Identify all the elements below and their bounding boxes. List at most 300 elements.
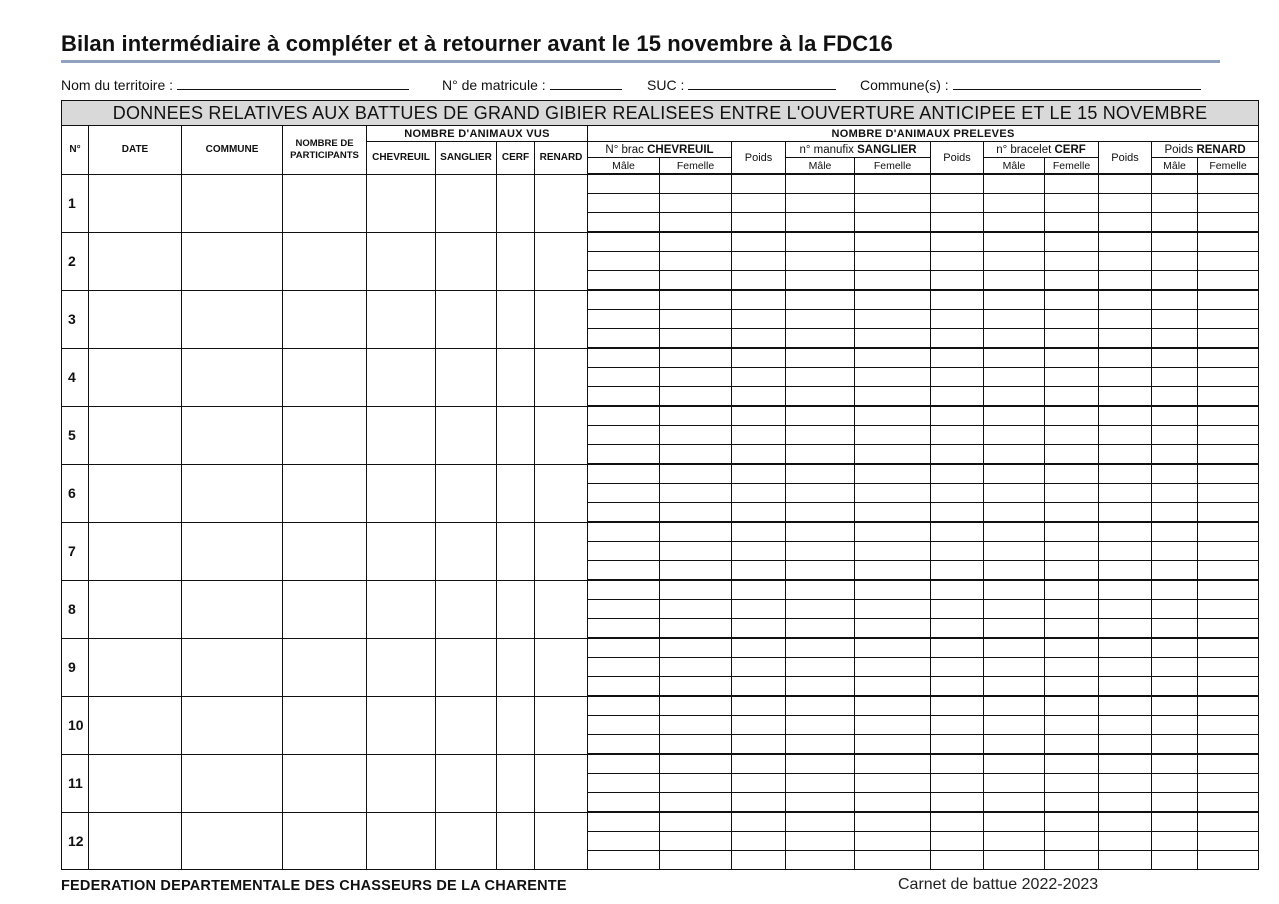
cell-renard-femelle[interactable] [1198,580,1259,600]
cell-brac-male[interactable] [588,503,660,523]
cell-manufix-femelle[interactable] [855,638,931,658]
cell-poids-chevreuil[interactable] [732,194,786,213]
cell-poids-cerf[interactable] [1099,213,1152,233]
cell-participants[interactable] [283,174,367,232]
cell-brac-male[interactable] [588,522,660,542]
cell-renard-femelle[interactable] [1198,754,1259,774]
cell-renard-male[interactable] [1152,832,1198,851]
cell-brac-femelle[interactable] [660,464,732,484]
cell-bracelet-male[interactable] [984,677,1045,697]
cell-date[interactable] [89,290,182,348]
cell-poids-cerf[interactable] [1099,832,1152,851]
cell-renard-male[interactable] [1152,271,1198,291]
cell-renard-male[interactable] [1152,774,1198,793]
cell-brac-femelle[interactable] [660,387,732,407]
cell-bracelet-femelle[interactable] [1045,252,1099,271]
cell-poids-sanglier[interactable] [931,677,984,697]
cell-vus-sanglier[interactable] [436,290,497,348]
cell-vus-sanglier[interactable] [436,638,497,696]
cell-bracelet-femelle[interactable] [1045,271,1099,291]
cell-bracelet-male[interactable] [984,619,1045,639]
cell-manufix-male[interactable] [786,832,855,851]
cell-bracelet-femelle[interactable] [1045,387,1099,407]
cell-vus-chevreuil[interactable] [367,638,436,696]
cell-vus-renard[interactable] [535,290,588,348]
cell-participants[interactable] [283,696,367,754]
cell-poids-chevreuil[interactable] [732,174,786,194]
cell-participants[interactable] [283,522,367,580]
cell-poids-sanglier[interactable] [931,252,984,271]
cell-manufix-femelle[interactable] [855,619,931,639]
cell-renard-femelle[interactable] [1198,851,1259,870]
cell-renard-femelle[interactable] [1198,561,1259,581]
cell-manufix-femelle[interactable] [855,464,931,484]
cell-bracelet-male[interactable] [984,658,1045,677]
cell-renard-femelle[interactable] [1198,696,1259,716]
cell-manufix-femelle[interactable] [855,387,931,407]
cell-poids-cerf[interactable] [1099,310,1152,329]
cell-poids-cerf[interactable] [1099,484,1152,503]
cell-renard-femelle[interactable] [1198,348,1259,368]
cell-bracelet-male[interactable] [984,542,1045,561]
cell-brac-femelle[interactable] [660,445,732,465]
cell-bracelet-male[interactable] [984,851,1045,870]
cell-bracelet-male[interactable] [984,368,1045,387]
cell-brac-male[interactable] [588,329,660,349]
cell-poids-chevreuil[interactable] [732,290,786,310]
cell-manufix-male[interactable] [786,348,855,368]
cell-vus-sanglier[interactable] [436,348,497,406]
cell-brac-male[interactable] [588,561,660,581]
cell-renard-male[interactable] [1152,503,1198,523]
cell-manufix-femelle[interactable] [855,851,931,870]
cell-vus-cerf[interactable] [497,638,535,696]
cell-manufix-male[interactable] [786,484,855,503]
cell-commune[interactable] [182,174,283,232]
cell-brac-femelle[interactable] [660,232,732,252]
cell-brac-male[interactable] [588,696,660,716]
cell-participants[interactable] [283,232,367,290]
cell-bracelet-male[interactable] [984,754,1045,774]
cell-renard-male[interactable] [1152,658,1198,677]
cell-poids-cerf[interactable] [1099,677,1152,697]
cell-brac-femelle[interactable] [660,580,732,600]
cell-bracelet-femelle[interactable] [1045,445,1099,465]
cell-vus-renard[interactable] [535,348,588,406]
cell-poids-sanglier[interactable] [931,213,984,233]
cell-bracelet-male[interactable] [984,174,1045,194]
cell-brac-femelle[interactable] [660,426,732,445]
cell-poids-cerf[interactable] [1099,503,1152,523]
cell-brac-male[interactable] [588,252,660,271]
cell-poids-sanglier[interactable] [931,503,984,523]
cell-manufix-femelle[interactable] [855,542,931,561]
cell-poids-chevreuil[interactable] [732,310,786,329]
cell-renard-femelle[interactable] [1198,832,1259,851]
cell-poids-cerf[interactable] [1099,696,1152,716]
cell-vus-renard[interactable] [535,174,588,232]
cell-bracelet-male[interactable] [984,329,1045,349]
cell-bracelet-male[interactable] [984,290,1045,310]
cell-brac-male[interactable] [588,194,660,213]
cell-poids-chevreuil[interactable] [732,851,786,870]
cell-vus-renard[interactable] [535,580,588,638]
cell-date[interactable] [89,522,182,580]
cell-renard-male[interactable] [1152,174,1198,194]
cell-brac-femelle[interactable] [660,677,732,697]
cell-brac-male[interactable] [588,619,660,639]
cell-manufix-male[interactable] [786,638,855,658]
cell-brac-femelle[interactable] [660,619,732,639]
cell-brac-femelle[interactable] [660,832,732,851]
cell-poids-sanglier[interactable] [931,445,984,465]
cell-poids-sanglier[interactable] [931,194,984,213]
cell-poids-cerf[interactable] [1099,252,1152,271]
cell-poids-sanglier[interactable] [931,793,984,813]
cell-vus-sanglier[interactable] [436,232,497,290]
cell-renard-male[interactable] [1152,735,1198,755]
cell-poids-chevreuil[interactable] [732,561,786,581]
cell-vus-chevreuil[interactable] [367,174,436,232]
cell-bracelet-femelle[interactable] [1045,832,1099,851]
cell-brac-male[interactable] [588,716,660,735]
cell-vus-chevreuil[interactable] [367,522,436,580]
cell-manufix-femelle[interactable] [855,812,931,832]
cell-commune[interactable] [182,232,283,290]
cell-renard-femelle[interactable] [1198,213,1259,233]
cell-date[interactable] [89,580,182,638]
cell-renard-male[interactable] [1152,677,1198,697]
cell-poids-chevreuil[interactable] [732,658,786,677]
cell-brac-femelle[interactable] [660,348,732,368]
cell-brac-male[interactable] [588,600,660,619]
cell-vus-renard[interactable] [535,522,588,580]
cell-manufix-femelle[interactable] [855,735,931,755]
cell-manufix-male[interactable] [786,619,855,639]
cell-renard-male[interactable] [1152,716,1198,735]
cell-poids-chevreuil[interactable] [732,503,786,523]
cell-poids-cerf[interactable] [1099,600,1152,619]
cell-brac-male[interactable] [588,580,660,600]
cell-renard-male[interactable] [1152,426,1198,445]
cell-bracelet-femelle[interactable] [1045,716,1099,735]
cell-vus-renard[interactable] [535,696,588,754]
matricule-field[interactable] [442,77,622,93]
cell-vus-chevreuil[interactable] [367,464,436,522]
cell-renard-male[interactable] [1152,600,1198,619]
cell-manufix-femelle[interactable] [855,522,931,542]
cell-poids-sanglier[interactable] [931,522,984,542]
cell-bracelet-femelle[interactable] [1045,329,1099,349]
cell-brac-femelle[interactable] [660,716,732,735]
cell-date[interactable] [89,406,182,464]
cell-manufix-male[interactable] [786,735,855,755]
cell-poids-sanglier[interactable] [931,484,984,503]
cell-brac-femelle[interactable] [660,174,732,194]
cell-manufix-femelle[interactable] [855,348,931,368]
cell-renard-male[interactable] [1152,445,1198,465]
cell-poids-chevreuil[interactable] [732,832,786,851]
cell-manufix-male[interactable] [786,503,855,523]
cell-manufix-femelle[interactable] [855,426,931,445]
cell-bracelet-femelle[interactable] [1045,580,1099,600]
cell-vus-cerf[interactable] [497,232,535,290]
cell-bracelet-male[interactable] [984,793,1045,813]
cell-poids-chevreuil[interactable] [732,716,786,735]
cell-manufix-femelle[interactable] [855,658,931,677]
cell-bracelet-femelle[interactable] [1045,793,1099,813]
cell-commune[interactable] [182,754,283,812]
cell-date[interactable] [89,754,182,812]
cell-poids-chevreuil[interactable] [732,329,786,349]
cell-poids-chevreuil[interactable] [732,600,786,619]
cell-renard-femelle[interactable] [1198,677,1259,697]
cell-brac-femelle[interactable] [660,368,732,387]
cell-renard-male[interactable] [1152,290,1198,310]
cell-renard-male[interactable] [1152,484,1198,503]
cell-manufix-femelle[interactable] [855,754,931,774]
cell-manufix-femelle[interactable] [855,484,931,503]
cell-bracelet-femelle[interactable] [1045,290,1099,310]
cell-renard-femelle[interactable] [1198,503,1259,523]
cell-brac-male[interactable] [588,174,660,194]
cell-poids-cerf[interactable] [1099,426,1152,445]
cell-brac-male[interactable] [588,464,660,484]
cell-bracelet-femelle[interactable] [1045,542,1099,561]
cell-renard-femelle[interactable] [1198,368,1259,387]
cell-manufix-male[interactable] [786,774,855,793]
cell-poids-cerf[interactable] [1099,348,1152,368]
cell-manufix-male[interactable] [786,271,855,291]
cell-renard-femelle[interactable] [1198,774,1259,793]
cell-vus-sanglier[interactable] [436,812,497,870]
cell-manufix-femelle[interactable] [855,696,931,716]
cell-brac-femelle[interactable] [660,638,732,658]
cell-poids-sanglier[interactable] [931,561,984,581]
cell-bracelet-femelle[interactable] [1045,503,1099,523]
cell-manufix-male[interactable] [786,561,855,581]
territoire-field[interactable] [61,77,409,93]
cell-bracelet-femelle[interactable] [1045,735,1099,755]
cell-bracelet-femelle[interactable] [1045,406,1099,426]
cell-manufix-femelle[interactable] [855,174,931,194]
cell-renard-femelle[interactable] [1198,445,1259,465]
cell-bracelet-male[interactable] [984,252,1045,271]
cell-brac-male[interactable] [588,638,660,658]
cell-renard-male[interactable] [1152,793,1198,813]
cell-poids-chevreuil[interactable] [732,368,786,387]
cell-brac-femelle[interactable] [660,600,732,619]
cell-brac-femelle[interactable] [660,735,732,755]
cell-manufix-male[interactable] [786,464,855,484]
suc-field[interactable] [647,77,836,93]
cell-participants[interactable] [283,638,367,696]
cell-brac-femelle[interactable] [660,774,732,793]
cell-manufix-male[interactable] [786,368,855,387]
cell-brac-male[interactable] [588,387,660,407]
commune-blank[interactable] [953,77,1201,90]
cell-poids-cerf[interactable] [1099,387,1152,407]
cell-bracelet-male[interactable] [984,522,1045,542]
cell-vus-renard[interactable] [535,232,588,290]
cell-bracelet-male[interactable] [984,310,1045,329]
cell-vus-renard[interactable] [535,464,588,522]
cell-manufix-femelle[interactable] [855,677,931,697]
cell-poids-sanglier[interactable] [931,638,984,658]
cell-poids-cerf[interactable] [1099,561,1152,581]
cell-manufix-male[interactable] [786,812,855,832]
cell-manufix-femelle[interactable] [855,194,931,213]
cell-brac-male[interactable] [588,793,660,813]
cell-poids-chevreuil[interactable] [732,445,786,465]
cell-renard-male[interactable] [1152,348,1198,368]
cell-commune[interactable] [182,696,283,754]
cell-date[interactable] [89,812,182,870]
cell-poids-cerf[interactable] [1099,329,1152,349]
cell-brac-male[interactable] [588,368,660,387]
cell-manufix-femelle[interactable] [855,580,931,600]
cell-commune[interactable] [182,348,283,406]
cell-manufix-male[interactable] [786,580,855,600]
cell-poids-chevreuil[interactable] [732,406,786,426]
cell-renard-femelle[interactable] [1198,271,1259,291]
cell-renard-male[interactable] [1152,619,1198,639]
cell-date[interactable] [89,232,182,290]
cell-poids-chevreuil[interactable] [732,232,786,252]
cell-brac-male[interactable] [588,271,660,291]
cell-brac-femelle[interactable] [660,252,732,271]
cell-poids-cerf[interactable] [1099,658,1152,677]
cell-renard-femelle[interactable] [1198,194,1259,213]
cell-renard-femelle[interactable] [1198,174,1259,194]
cell-bracelet-femelle[interactable] [1045,696,1099,716]
cell-renard-femelle[interactable] [1198,542,1259,561]
cell-commune[interactable] [182,522,283,580]
cell-manufix-femelle[interactable] [855,445,931,465]
cell-renard-male[interactable] [1152,638,1198,658]
cell-brac-femelle[interactable] [660,812,732,832]
cell-manufix-femelle[interactable] [855,232,931,252]
cell-bracelet-male[interactable] [984,271,1045,291]
cell-manufix-femelle[interactable] [855,716,931,735]
cell-vus-chevreuil[interactable] [367,754,436,812]
cell-poids-cerf[interactable] [1099,735,1152,755]
cell-brac-male[interactable] [588,832,660,851]
cell-bracelet-femelle[interactable] [1045,638,1099,658]
cell-brac-femelle[interactable] [660,658,732,677]
cell-participants[interactable] [283,290,367,348]
cell-poids-cerf[interactable] [1099,174,1152,194]
cell-renard-femelle[interactable] [1198,252,1259,271]
cell-participants[interactable] [283,348,367,406]
cell-renard-femelle[interactable] [1198,484,1259,503]
cell-renard-femelle[interactable] [1198,290,1259,310]
cell-renard-male[interactable] [1152,696,1198,716]
cell-renard-femelle[interactable] [1198,619,1259,639]
cell-vus-renard[interactable] [535,406,588,464]
cell-renard-femelle[interactable] [1198,716,1259,735]
cell-manufix-male[interactable] [786,754,855,774]
cell-bracelet-male[interactable] [984,213,1045,233]
cell-poids-cerf[interactable] [1099,812,1152,832]
cell-bracelet-femelle[interactable] [1045,484,1099,503]
cell-bracelet-femelle[interactable] [1045,658,1099,677]
cell-renard-femelle[interactable] [1198,387,1259,407]
cell-vus-renard[interactable] [535,638,588,696]
cell-brac-femelle[interactable] [660,542,732,561]
cell-bracelet-femelle[interactable] [1045,754,1099,774]
cell-vus-cerf[interactable] [497,464,535,522]
cell-poids-sanglier[interactable] [931,735,984,755]
cell-renard-male[interactable] [1152,213,1198,233]
cell-poids-chevreuil[interactable] [732,580,786,600]
cell-manufix-femelle[interactable] [855,832,931,851]
cell-manufix-male[interactable] [786,600,855,619]
cell-bracelet-femelle[interactable] [1045,812,1099,832]
cell-poids-chevreuil[interactable] [732,754,786,774]
cell-brac-femelle[interactable] [660,561,732,581]
cell-poids-sanglier[interactable] [931,387,984,407]
cell-vus-renard[interactable] [535,812,588,870]
cell-poids-chevreuil[interactable] [732,252,786,271]
cell-vus-chevreuil[interactable] [367,812,436,870]
cell-vus-cerf[interactable] [497,580,535,638]
cell-poids-sanglier[interactable] [931,329,984,349]
cell-bracelet-male[interactable] [984,561,1045,581]
cell-renard-male[interactable] [1152,580,1198,600]
cell-poids-chevreuil[interactable] [732,484,786,503]
cell-brac-male[interactable] [588,445,660,465]
cell-renard-femelle[interactable] [1198,793,1259,813]
cell-brac-femelle[interactable] [660,406,732,426]
cell-bracelet-male[interactable] [984,832,1045,851]
cell-vus-sanglier[interactable] [436,522,497,580]
cell-poids-cerf[interactable] [1099,638,1152,658]
cell-manufix-male[interactable] [786,426,855,445]
cell-poids-sanglier[interactable] [931,368,984,387]
cell-poids-sanglier[interactable] [931,851,984,870]
cell-vus-cerf[interactable] [497,406,535,464]
cell-date[interactable] [89,464,182,522]
cell-brac-femelle[interactable] [660,503,732,523]
cell-poids-sanglier[interactable] [931,426,984,445]
cell-manufix-male[interactable] [786,696,855,716]
cell-brac-femelle[interactable] [660,851,732,870]
cell-poids-chevreuil[interactable] [732,812,786,832]
cell-renard-femelle[interactable] [1198,406,1259,426]
cell-bracelet-femelle[interactable] [1045,368,1099,387]
cell-bracelet-male[interactable] [984,445,1045,465]
cell-brac-femelle[interactable] [660,271,732,291]
cell-vus-cerf[interactable] [497,812,535,870]
matricule-blank[interactable] [550,77,622,90]
cell-date[interactable] [89,696,182,754]
cell-brac-male[interactable] [588,735,660,755]
cell-bracelet-male[interactable] [984,426,1045,445]
cell-manufix-male[interactable] [786,542,855,561]
cell-renard-male[interactable] [1152,406,1198,426]
cell-participants[interactable] [283,812,367,870]
cell-vus-chevreuil[interactable] [367,406,436,464]
cell-bracelet-male[interactable] [984,735,1045,755]
cell-poids-sanglier[interactable] [931,271,984,291]
cell-manufix-femelle[interactable] [855,271,931,291]
cell-commune[interactable] [182,406,283,464]
cell-poids-chevreuil[interactable] [732,522,786,542]
cell-bracelet-male[interactable] [984,232,1045,252]
cell-poids-cerf[interactable] [1099,271,1152,291]
cell-vus-sanglier[interactable] [436,696,497,754]
